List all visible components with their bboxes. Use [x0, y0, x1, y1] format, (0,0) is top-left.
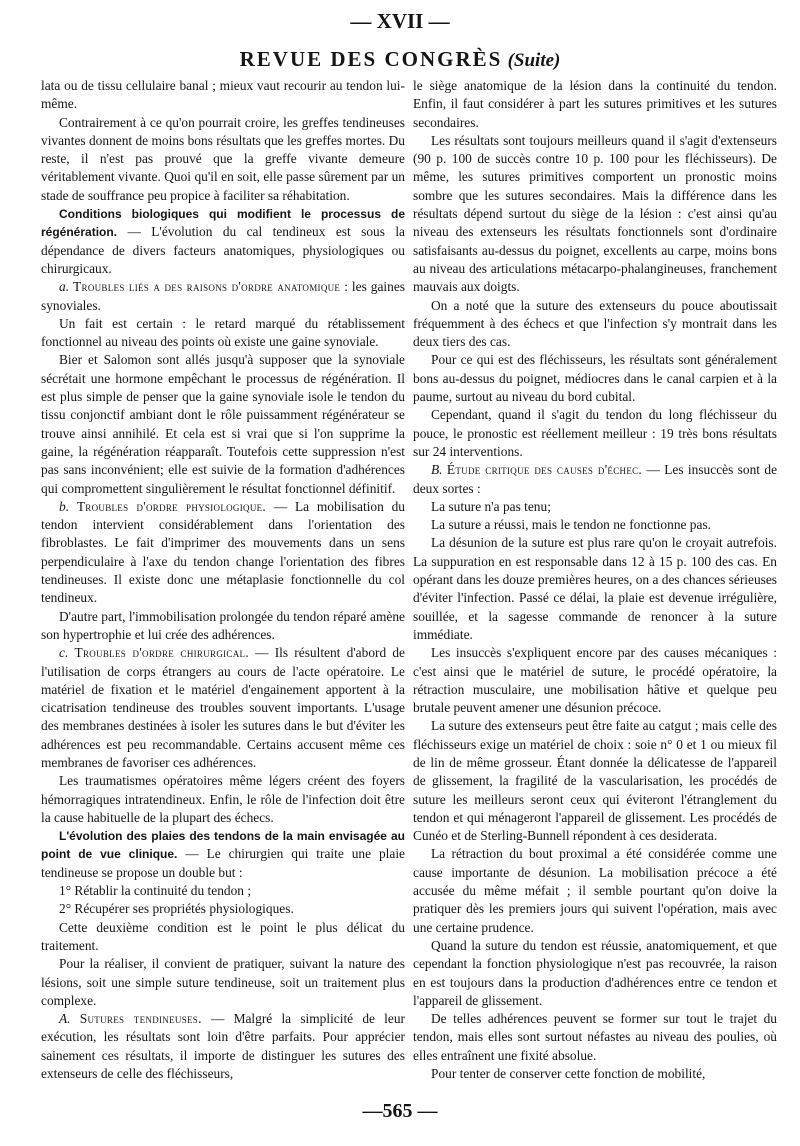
paragraph-text: — Malgré la simplicité de leur exécution, les résultats sont loin d'être parfaits. Pour apprécier sainement ces résultats, il importe de distinguer les sutures des extenseurs de celle des fléchisseurs,: [41, 1011, 405, 1082]
left-column-paragraph: [41, 608, 405, 645]
section-title-suffix: (Suite): [507, 50, 561, 71]
paragraph-text: — Le chirurgien qui traite une plaie tendineuse se propose un double but :: [41, 846, 405, 880]
left-column-paragraph: [41, 919, 405, 956]
right-column-paragraph: [413, 498, 777, 516]
paragraph-text: Cependant, quand il s'agit du tendon du long fléchisseur du pouce, le pronostic est réellement meilleur : 19 très bons résultats sur 24 interventions.: [413, 407, 777, 459]
right-column-paragraph: [413, 845, 777, 936]
left-column-paragraph: [41, 114, 405, 205]
paragraph-text: La rétraction du bout proximal a été considérée comme une cause importante de désunion. La mobilisation précoce a été accusée du même méfait ; il semble pourtant qu'on doive la pratiquer dès les premiers jours qui suivent l'opération, mais avec une certaine prudence.: [413, 846, 777, 935]
paragraph-text: Cette deuxième condition est le point le plus délicat du traitement.: [41, 919, 405, 953]
left-column-paragraph: [41, 644, 405, 772]
subsection-marker: a.: [59, 279, 70, 295]
right-column-paragraph: [413, 717, 777, 845]
paragraph-text: La désunion de la suture est plus rare qu'on le croyait autrefois. La suppuration en est responsable dans 12 à 15 p. 100 des cas. En opérant dans les douze premières heures, on a des chances sérieuses d'éviter l'infection. Passé ce délai, la plaie est devenue irrégulière, souillée, et la sagesse commande de renoncer à la suture immédiate.: [413, 535, 778, 642]
subsection-marker: b.: [59, 498, 70, 514]
paragraph-text: le siège anatomique de la lésion dans la continuité du tendon. Enfin, il faut considérer à part les sutures primitives et les sutures secondaires.: [413, 78, 777, 130]
paragraph-text: Contrairement à ce qu'on pourrait croire, les greffes tendineuses vivantes donnent de moins bons résultats que les greffes mortes. Du reste, il n'est pas prouvé que la greffe vivante demeure véritablement vivante. Quoi qu'il en soit, elle passe sûrement par un stade de souffrance peu propice à faciliter sa réhabitation.: [41, 114, 405, 203]
left-column-paragraph: [41, 1010, 405, 1083]
left-column-paragraph: [41, 772, 405, 827]
page-roman-numeral: — XVII —: [350, 9, 450, 33]
paragraph-text: — L'évolution du cal tendineux est sous la dépendance de divers facteurs anatomiques, physiologiques ou chirurgicaux.: [41, 224, 405, 276]
left-column-paragraph: [41, 315, 405, 352]
right-column-paragraph: [413, 644, 777, 717]
subsection-title: Troubles d'ordre chirurgical.: [74, 645, 249, 661]
left-column-paragraph: [41, 827, 405, 882]
paragraph-text: Quand la suture du tendon est réussie, anatomiquement, et que cependant la fonction physiologique n'est pas recouvrée, la raison en est toujours dans la production d'adhérences entre ce tendon et l'appareil de glissement.: [413, 937, 777, 1008]
running-header: [0, 44, 800, 74]
paragraph-text: Pour ce qui est des fléchisseurs, les résultats sont généralement bons au-dessus du poignet, médiocres dans le canal carpien et à la paume, surtout au niveau du bord cubital.: [413, 352, 777, 405]
paragraph-text: — Ils résultent d'abord de l'utilisation de corps étrangers au cours de l'acte opératoire. Le matériel de fixation et le matériel d'engainement apportent à la cicatrisation tendineuse des troubles souvent importants. L'usage des membranes destinées à isoler les sutures dans le but d'éviter les adhérences est peu recommandable. Certains accusent même ces membranes de favoriser ces adhérences.: [41, 645, 405, 770]
subsection-title: Sutures tendineuses.: [79, 1011, 202, 1027]
right-column-paragraph: [413, 937, 777, 1010]
right-column-paragraph: [413, 132, 777, 297]
paragraph-text: La suture n'a pas tenu;: [431, 498, 551, 514]
paragraph-heading: L'évolution des plaies des tendons de la main envisagée au point de vue clinique.: [41, 829, 405, 862]
paragraph-text: Les traumatismes opératoires même légers créent des foyers hémorragiques intratendineux. Enfin, le rôle de l'infection doit être la cause habituelle de la plupart des échecs.: [41, 773, 405, 825]
right-column-paragraph: [413, 1010, 777, 1065]
paragraph-text: 1° Rétablir la continuité du tendon ;: [59, 883, 252, 899]
paragraph-text: Pour la réaliser, il convient de pratiquer, suivant la nature des lésions, soit une simple suture tendineuse, soit un traitement plus complexe.: [41, 956, 405, 1008]
paragraph-text: Bier et Salomon sont allés jusqu'à supposer que la synoviale sécrétait une hormone empêchant le processus de régénération. Il est plus simple de penser que la gaine synoviale isole le tendon du tissu conjonctif ambiant dont le rôle puissamment régénérateur se trouve ainsi annihilé. Et cela est si vrai que si l'on supprime la gaine, la régénération réapparaît. Toutefois cette suppression n'est pas sans inconvénient; elle est suivie de la formation d'adhérences qui compromettent singulièrement le résultat fonctionnel définitif.: [41, 352, 405, 496]
right-column-paragraph: [413, 1065, 777, 1083]
paragraph-text: Un fait est certain : le retard marqué du rétablissement fonctionnel au niveau des points où existe une gaine synoviale.: [41, 315, 405, 350]
left-column-paragraph: [41, 77, 405, 114]
paragraph-text: La suture a réussi, mais le tendon ne fonctionne pas.: [431, 517, 712, 533]
left-column-paragraph: [41, 498, 405, 608]
right-column-paragraph: [413, 406, 777, 461]
paragraph-text: On a noté que la suture des extenseurs du pouce aboutissait fréquemment à des échecs et que l'infection s'y montrait dans les deux tiers des cas.: [413, 297, 777, 350]
right-column-paragraph: [413, 77, 777, 132]
right-column-paragraph: [413, 351, 777, 406]
paragraph-text: De telles adhérences peuvent se former sur tout le trajet du tendon, mais elles sont surtout néfastes au niveau des poulies, où elles entraînent une fixité absolue.: [413, 1011, 777, 1063]
subsection-title: Étude critique des causes d'échec.: [446, 462, 643, 478]
paragraph-text: Les résultats sont toujours meilleurs quand il s'agit d'extenseurs (90 p. 100 de succès contre 10 p. 100 pour les fléchisseurs). De même, les sutures primitives comportent un pronostic moins sombre que les sutures secondaires. Mais la différence dans les résultats dépend surtout du siège de la lésion : c'est ainsi qu'au niveau des extenseurs les résultats fonctionnels sont d'ordinaire satisfaisants au-dessus du poignet, excellents au carpe, moins bons au niveau des articulations métacarpo-phalangineuses, franchement mauvais aux doigts.: [413, 132, 777, 295]
paragraph-text: La suture des extenseurs peut être faite au catgut ; mais celle des fléchisseurs exige un matériel de choix : soie n° 0 et 1 ou mieux fil de lin de même grosseur. Étant donnée la délicatesse de l'appareil de glissement, la fragilité de la vascularisation, les procédés de suture les meilleurs seront ceux qui éviteront l'étranglement du tendon et qui ménageront l'appareil de glissement. Les procédés de Cunéo et de Sterling-Bunnell répondent à ces desiderata.: [413, 718, 777, 844]
paragraph-text: Les insuccès s'expliquent encore par des causes mécaniques : c'est ainsi que le matériel de suture, le procédé opératoire, la rétraction musculaire, une mobilisation hâtive et quelque peu brutale peuvent amener une désunion précoce.: [413, 645, 777, 716]
page-number: —565 —: [362, 1100, 438, 1122]
paragraph-text: — La mobilisation du tendon intervient considérablement dans l'orientation des fibroblastes. Le fait d'imprimer des mouvements dans un sens perpendiculaire à l'axe du tendon change l'orientation des fibres tendineuses. Il existe donc une métaplasie fonctionnelle du col tendineux.: [41, 498, 405, 606]
paragraph-text: — Les insuccès sont de deux sortes :: [413, 462, 778, 496]
left-column-paragraph: [41, 278, 405, 315]
left-column: [41, 77, 405, 1083]
subsection-marker: c.: [59, 645, 69, 661]
paragraph-text: : les gaines synoviales.: [41, 279, 405, 313]
left-column-paragraph: [41, 900, 405, 918]
subsection-marker: A.: [59, 1011, 71, 1027]
paragraph-heading: Conditions biologiques qui modifient le processus de régénération.: [41, 207, 405, 240]
right-column-paragraph: [413, 461, 777, 498]
left-column-paragraph: [41, 205, 405, 278]
subsection-title: Troubles d'ordre physiologique.: [76, 498, 267, 514]
section-title: REVUE DES CONGRÈS: [239, 47, 503, 71]
paragraph-text: 2° Récupérer ses propriétés physiologiques.: [59, 901, 294, 917]
right-column-paragraph: [413, 297, 777, 352]
right-column-paragraph: [413, 516, 777, 534]
left-column-paragraph: [41, 955, 405, 1010]
right-column: [413, 77, 777, 1083]
subsection-title: Troubles liés a des raisons d'ordre anatomique: [73, 279, 341, 295]
paragraph-text: lata ou de tissu cellulaire banal ; mieux vaut recourir au tendon lui-même.: [41, 78, 405, 112]
paragraph-text: Pour tenter de conserver cette fonction de mobilité,: [431, 1066, 706, 1082]
paragraph-text: D'autre part, l'immobilisation prolongée du tendon réparé amène son hypertrophie et lui crée des adhérences.: [41, 608, 405, 642]
left-column-paragraph: [41, 882, 405, 900]
subsection-marker: B.: [431, 462, 443, 478]
left-column-paragraph: [41, 351, 405, 497]
right-column-paragraph: [413, 534, 777, 644]
